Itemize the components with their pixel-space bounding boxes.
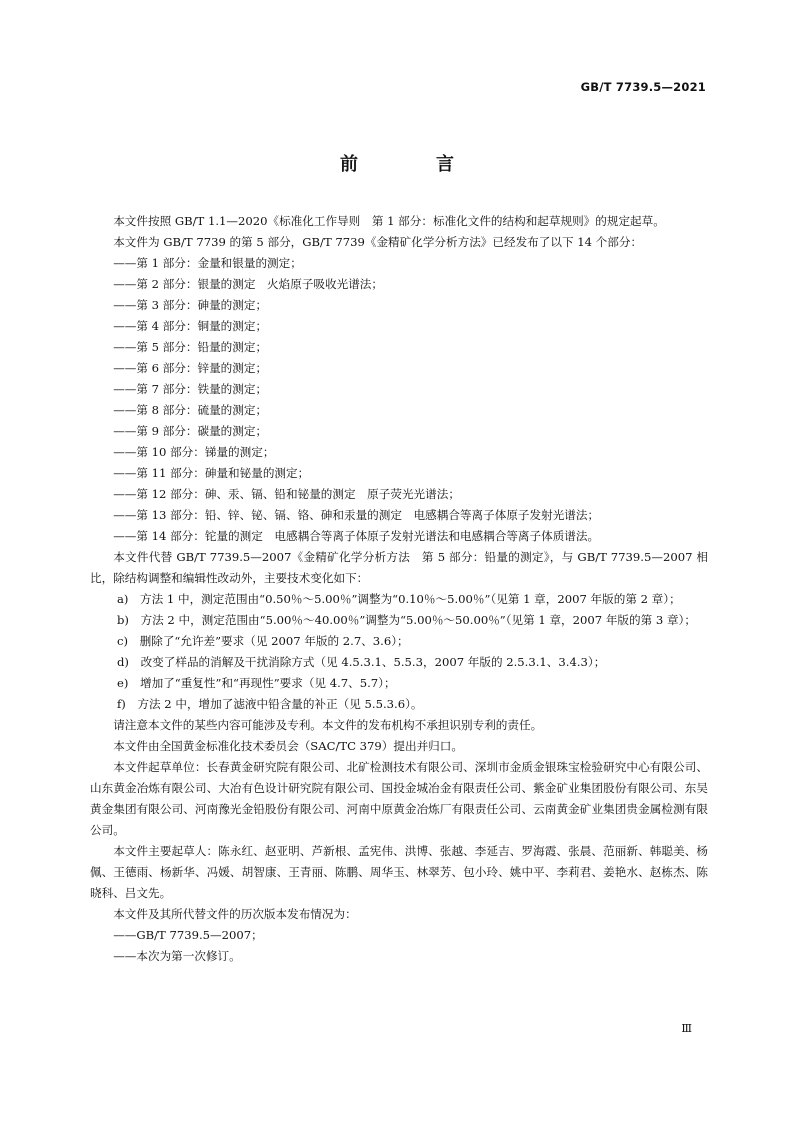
change-label: c): [117, 634, 129, 648]
change-item: [90, 589, 708, 610]
part-list-item: ——第 4 部分：铜量的测定；: [113, 319, 268, 333]
page-title: 前 言: [340, 154, 484, 175]
document-body: [90, 211, 708, 967]
part-list-item: ——第 9 部分：碳量的测定；: [113, 424, 268, 438]
drafting-rule-paragraph: 本文件按照 GB/T 1.1—2020《标准化工作导则 第 1 部分：标准化文件的结构和起草规则》的规定起草。: [113, 214, 665, 228]
part-list-item: ——第 10 部分：锑量的测定；: [113, 445, 275, 459]
change-label: a): [117, 592, 129, 606]
change-label: d): [117, 655, 129, 669]
standard-number: GB/T 7739.5—2021: [580, 80, 706, 94]
change-text: 方法 2 中，测定范围由“5.00％～40.00％”调整为“5.00％～50.00％”（见第 1 章，2007 年版的第 3 章）；: [140, 613, 696, 627]
series-intro-paragraph: 本文件为 GB/T 7739 的第 5 部分，GB/T 7739《金精矿化学分析方法》已经发布了以下 14 个部分：: [113, 235, 643, 249]
change-text: 方法 2 中，增加了滤液中铅含量的补正（见 5.5.3.6）。: [137, 697, 423, 711]
part-list-item: ——第 1 部分：金量和银量的测定；: [113, 256, 302, 270]
page-number: Ⅲ: [681, 1022, 692, 1035]
part-list-item: ——第 6 部分：锌量的测定；: [113, 361, 268, 375]
part-list-item: ——第 3 部分：砷量的测定；: [113, 298, 268, 312]
change-text: 删除了“允许差”要求（见 2007 年版的 2.7、3.6）；: [139, 634, 409, 648]
change-label: f): [117, 697, 126, 711]
part-list-item: ——第 2 部分：银量的测定 火焰原子吸收光谱法；: [113, 277, 383, 291]
change-item: [90, 652, 708, 673]
committee-paragraph: 本文件由全国黄金标准化技术委员会（SAC/TC 379）提出并归口。: [113, 739, 463, 753]
replacement-paragraph: 本文件代替 GB/T 7739.5—2007《金精矿化学分析方法 第 5 部分：铅量的测定》，与 GB/T 7739.5—2007 相比，除结构调整和编辑性改动外，主要技术变化如下：: [90, 550, 708, 585]
change-label: e): [117, 676, 129, 690]
change-item: [90, 673, 708, 694]
history-list-item: ——GB/T 7739.5—2007；: [113, 928, 263, 942]
change-item: [90, 631, 708, 652]
part-list-item: ——第 8 部分：硫量的测定；: [113, 403, 268, 417]
drafters-paragraph: 本文件主要起草人：陈永红、赵亚明、芦新根、孟宪伟、洪博、张越、李延吉、罗海霞、张晨、范丽新、韩聪美、杨佩、王德雨、杨新华、冯媛、胡智康、王青丽、陈鹏、周华玉、林翠芳、包小玲、姚中平、李莉君、姜艳水、赵栋杰、陈晓科、吕文先。: [90, 844, 708, 900]
part-list-item: ——第 7 部分：铁量的测定；: [113, 382, 268, 396]
history-list-item: ——本次为第一次修订。: [113, 949, 241, 963]
part-list-item: ——第 14 部分：铊量的测定 电感耦合等离子体原子发射光谱法和电感耦合等离子体质谱法。: [113, 529, 600, 543]
patent-notice-paragraph: 请注意本文件的某些内容可能涉及专利。本文件的发布机构不承担识别专利的责任。: [113, 718, 543, 732]
part-list-item: ——第 11 部分：砷量和铋量的测定；: [113, 466, 310, 480]
change-text: 增加了“重复性”和“再现性”要求（见 4.7、5.7）；: [140, 676, 396, 690]
history-intro-paragraph: 本文件及其所代替文件的历次版本发布情况为：: [113, 907, 357, 921]
drafting-units-paragraph: 本文件起草单位：长春黄金研究院有限公司、北矿检测技术有限公司、深圳市金质金银珠宝检验研究中心有限公司、山东黄金冶炼有限公司、大冶有色设计研究院有限公司、国投金城冶金有限责任公司、紫金矿业集团股份有限公司、东吴黄金集团有限公司、河南豫光金铅股份有限公司、河南中原黄金冶炼厂有限责任公司、云南黄金矿业集团贵金属检测有限公司。: [90, 760, 708, 837]
part-list-item: ——第 12 部分：砷、汞、镉、铅和铋量的测定 原子荧光光谱法；: [113, 487, 460, 501]
change-label: b): [117, 613, 129, 627]
change-text: 方法 1 中，测定范围由“0.50％～5.00％”调整为“0.10％～5.00％”（见第 1 章，2007 年版的第 2 章）；: [140, 592, 681, 606]
part-list-item: ——第 5 部分：铅量的测定；: [113, 340, 268, 354]
part-list-item: ——第 13 部分：铅、锌、铋、镉、铬、砷和汞量的测定 电感耦合等离子体原子发射光谱法；: [113, 508, 600, 522]
change-item: [90, 610, 708, 631]
change-item: [90, 694, 708, 715]
change-text: 改变了样品的消解及干扰消除方式（见 4.5.3.1、5.5.3，2007 年版的 2.5.3.1、3.4.3）；: [140, 655, 606, 669]
